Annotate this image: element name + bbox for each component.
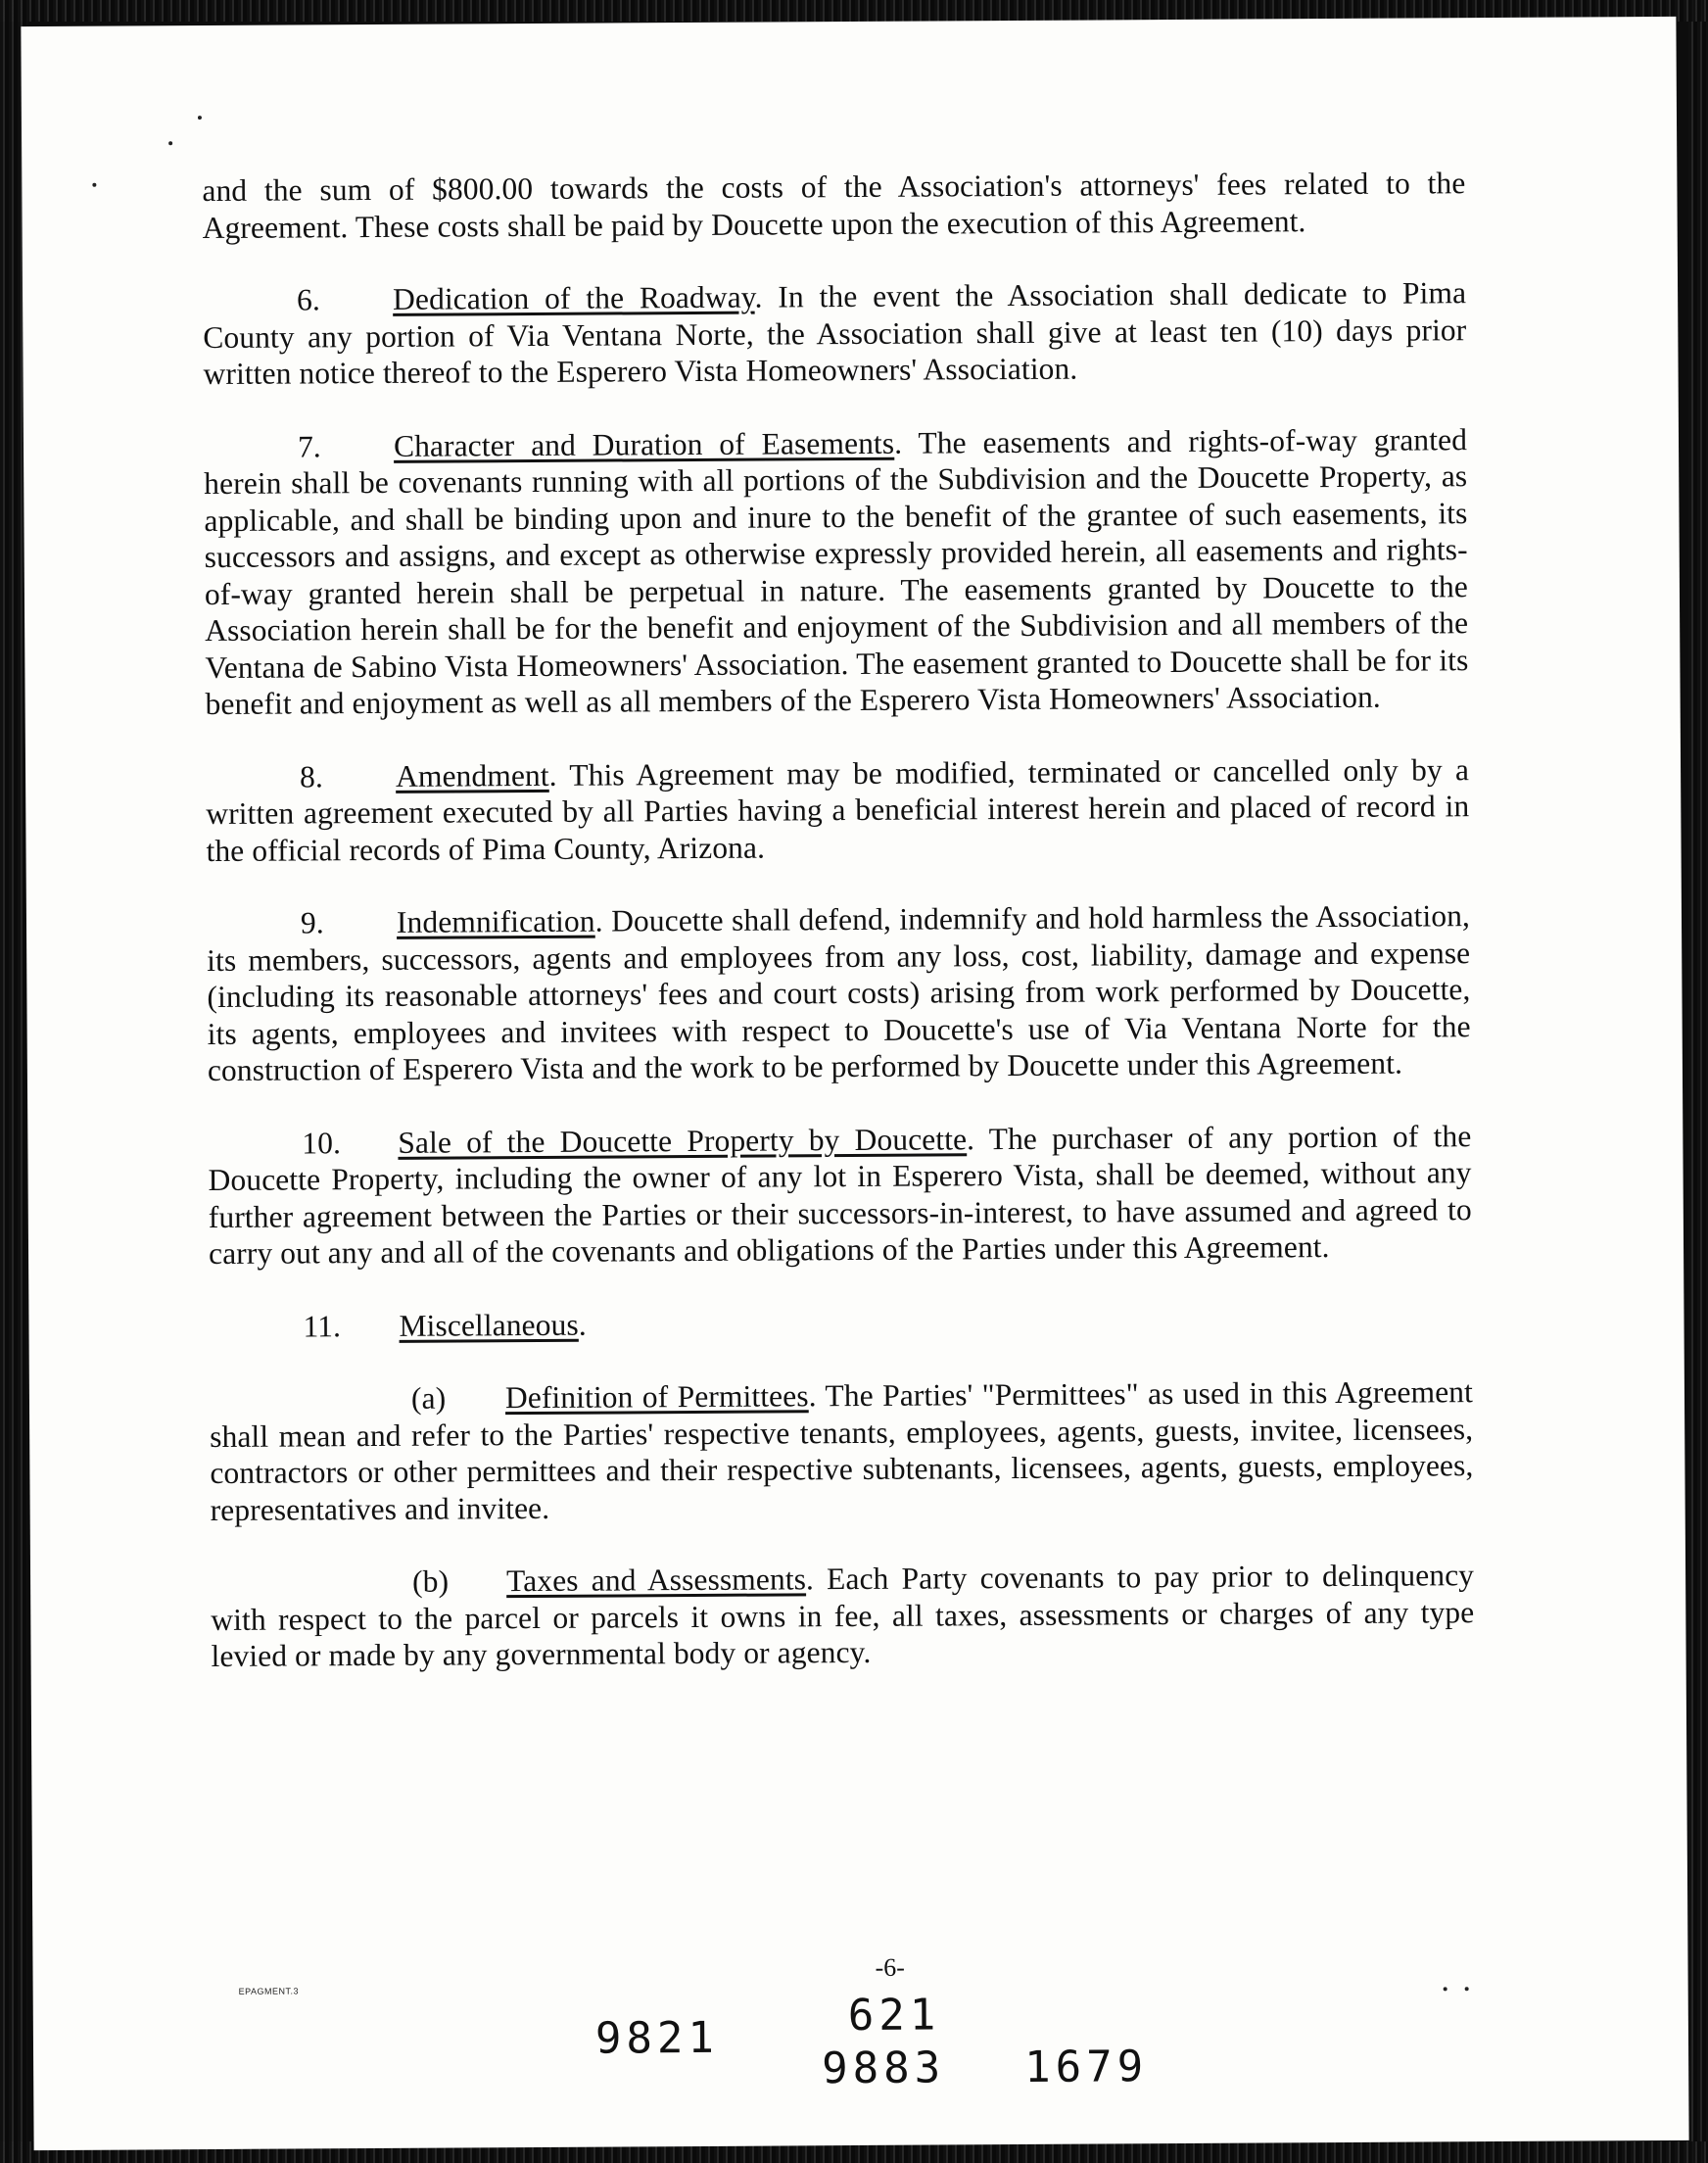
- section-text: . This Agreement may be modified, terminated or cancelled only by a written agreement executed by all Parties having a beneficial interest herein and placed of record in the official records of Pima County, Arizona.: [206, 751, 1470, 868]
- subsection-heading: Taxes and Assessments: [505, 1562, 807, 1599]
- docket-number-right: 1679: [1023, 2042, 1149, 2092]
- section-heading: Sale of the Doucette Property by Doucette: [398, 1121, 968, 1160]
- section-text: . The purchaser of any portion of the Doucette Property, including the owner of any lot in Esperero Vista, shall be deemed, without any further agreement between the Parties or their successors-in-interest, to have assumed and agreed to carry out any and all of the covenants and obligations of the Parties under this Agreement.: [208, 1118, 1472, 1272]
- speck: [1444, 1987, 1447, 1991]
- section-8: [206, 751, 1470, 869]
- section-heading: Miscellaneous: [399, 1307, 579, 1343]
- speck: [198, 116, 202, 120]
- section-number: 11.: [303, 1308, 342, 1343]
- subsection-letter: (a): [410, 1380, 447, 1416]
- page-number: -6-: [875, 1952, 905, 1982]
- subsection-letter: (b): [411, 1563, 450, 1599]
- section-text: .: [578, 1307, 587, 1342]
- section-number: 8.: [299, 758, 324, 793]
- section-10: [208, 1118, 1472, 1273]
- subsection-text: . The Parties' "Permittees" as used in this Agreement shall mean and refer to the Parties' respective tenants, employees, agents, guests, invitee, licensees, contractors or other permittees and their respective subtenants, licensees, agents, guests, employees, representatives and invitee.: [210, 1374, 1474, 1527]
- section-9: [207, 897, 1471, 1088]
- speck: [1465, 1987, 1469, 1991]
- speck: [92, 183, 96, 187]
- section-number: 7.: [297, 428, 321, 463]
- section-heading: Indemnification: [396, 903, 595, 939]
- section-6: [203, 274, 1467, 392]
- document-body: [202, 165, 1474, 1674]
- section-number: 10.: [302, 1125, 342, 1160]
- intro-paragraph: [202, 165, 1465, 246]
- section-11: [209, 1301, 1472, 1345]
- subsection-text: . Each Party covenants to pay prior to delinquency with respect to the parcel or parcels it owns in fee, all taxes, assessments or charges of any type levied or made by any governmental body or agency.: [211, 1558, 1475, 1674]
- speck: [168, 141, 172, 145]
- document-page: [21, 17, 1688, 2150]
- document-stamp-code: EPAGMENT.3: [238, 1986, 300, 1996]
- section-heading: Amendment: [395, 757, 549, 793]
- section-7: [204, 421, 1469, 723]
- section-heading: Dedication of the Roadway: [392, 279, 755, 316]
- intro-text: and the sum of $800.00 towards the costs of the Association's attorneys' fees related to the Agreement. These costs shall be paid by Doucette upon the execution of this Agreement.: [202, 166, 1466, 245]
- section-text: . The easements and rights-of-way granted herein shall be covenants running with all portions of the Subdivision and the Doucette Property, as applicable, and shall be binding upon and inure to the benefit of the grantee of such easements, its successors and assigns, and except as otherwise expressly provided herein, all easements and rights-of-way granted herein shall be perpetual in nature. The easements granted by Doucette to the Association herein shall be for the benefit and enjoyment of the Subdivision and all members of the Ventana de Sabino Vista Homeowners' Association. The easement granted to Doucette shall be for its benefit and enjoyment as well as all members of the Esperero Vista Homeowners' Association.: [204, 421, 1469, 722]
- subsection-b: [211, 1557, 1475, 1674]
- section-heading: Character and Duration of Easements: [393, 425, 895, 463]
- docket-number-middle: 9883: [821, 2043, 946, 2094]
- docket-number-top: 621: [847, 1990, 941, 2042]
- subsection-heading: Definition of Permittees: [504, 1378, 809, 1416]
- section-number: 6.: [296, 282, 321, 317]
- section-number: 9.: [300, 905, 324, 940]
- scan-edge-right: [1688, 0, 1708, 2163]
- section-text: . Doucette shall defend, indemnify and hold harmless the Association, its members, successors, agents and employees from any loss, cost, liability, damage and expense (including its reasonable attorneys' fees and court costs) arising from work performed by Doucette, its agents, employees and invitees with respect to Doucette's use of Via Ventana Norte for the construction of Esperero Vista and the work to be performed by Doucette under this Agreement.: [207, 898, 1471, 1088]
- subsection-a: [210, 1373, 1474, 1528]
- docket-number-left: 9821: [594, 2012, 720, 2064]
- section-text: . In the event the Association shall dedicate to Pima County any portion of Via Ventana Norte, the Association shall give at least ten (10) days prior written notice thereof to the Esperero Vista Homeowners' Association.: [203, 275, 1467, 392]
